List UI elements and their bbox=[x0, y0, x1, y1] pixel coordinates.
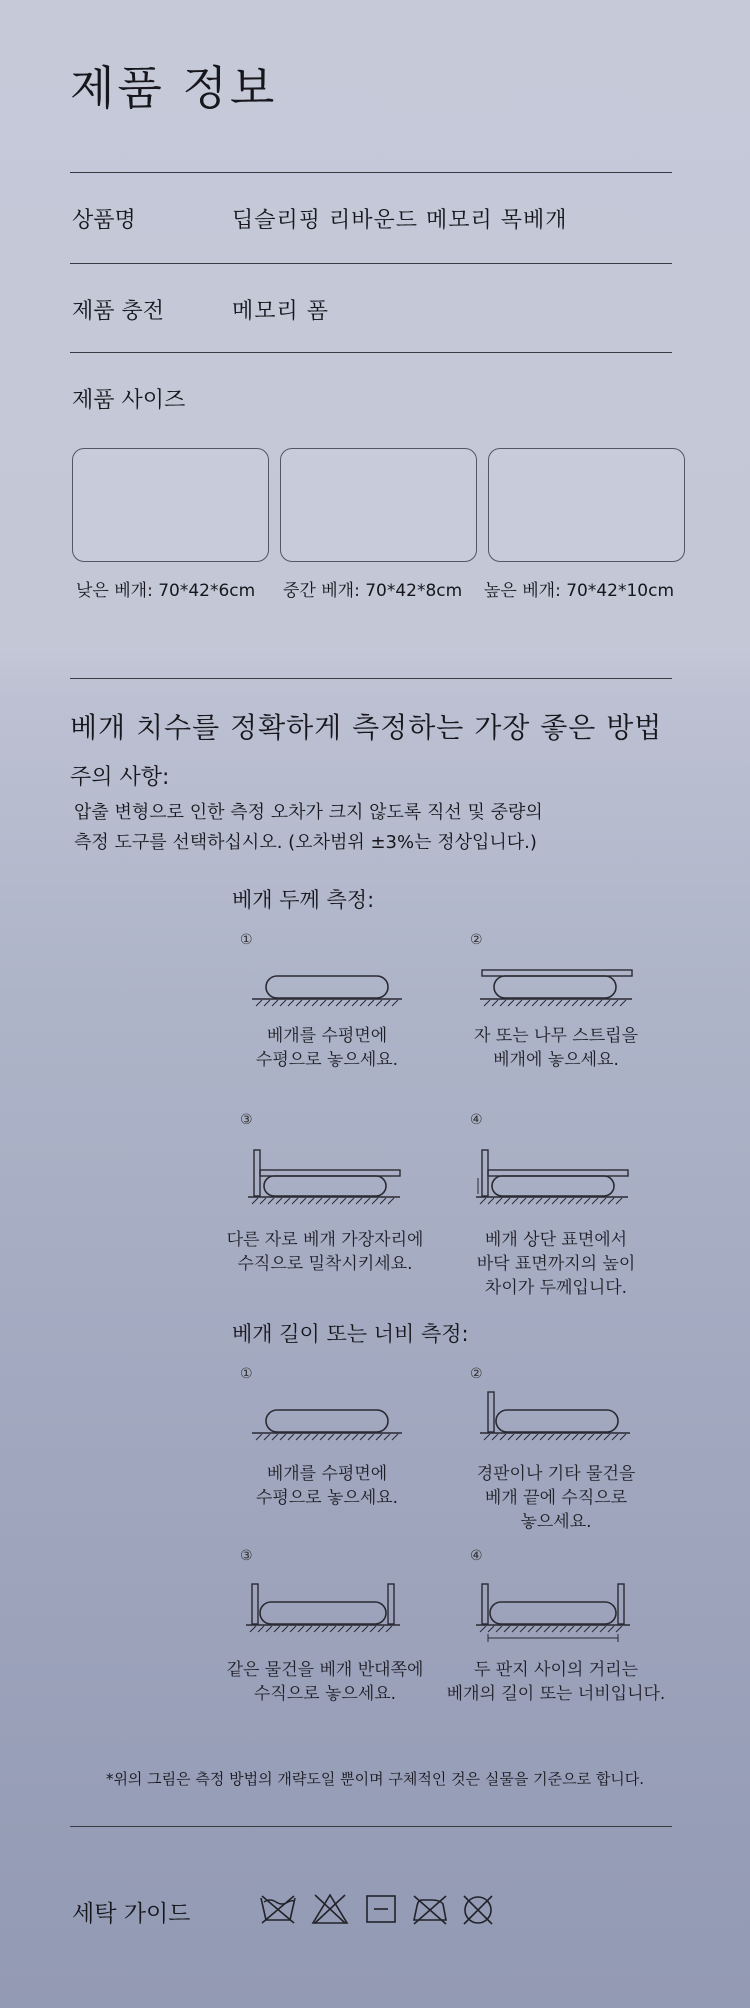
caption-line: 자 또는 나무 스트립을 bbox=[473, 1026, 638, 1046]
divider bbox=[70, 352, 672, 353]
wash-guide-label: 세탁 가이드 bbox=[72, 1901, 191, 1927]
footnote: *위의 그림은 측정 방법의 개략도일 뿐이며 구체적인 것은 실물을 기준으로 합니다. bbox=[105, 1770, 645, 1788]
pillow-flat-diagram bbox=[252, 972, 402, 1012]
page-title: 제품 정보 bbox=[70, 61, 278, 115]
pillow-two-boards-diagram bbox=[246, 1582, 406, 1638]
pillow-height-diagram bbox=[476, 1148, 636, 1212]
caption-line: 베개를 수평면에 bbox=[266, 1026, 388, 1046]
caption-line: 두 판지 사이의 거리는 bbox=[473, 1660, 638, 1680]
caption-line: 차이가 두께입니다. bbox=[484, 1278, 628, 1298]
filling-label: 제품 충전 bbox=[72, 299, 165, 324]
pillow-ruler-edge-diagram bbox=[248, 1148, 408, 1212]
divider bbox=[70, 678, 672, 679]
size-caption-high: 높은 베개: 70*42*10cm bbox=[484, 581, 675, 601]
size-caption-mid: 중간 베개: 70*42*8cm bbox=[283, 581, 463, 601]
step-number: ③ bbox=[240, 1548, 253, 1564]
caption-line: 베개에 놓으세요. bbox=[493, 1050, 619, 1070]
caption-line: 수평으로 놓으세요. bbox=[255, 1488, 399, 1508]
no-bleach-icon bbox=[310, 1892, 350, 1926]
product-name-label: 상품명 bbox=[72, 208, 136, 233]
thickness-title: 베개 두께 측정: bbox=[232, 888, 375, 912]
no-iron-icon bbox=[410, 1892, 450, 1926]
caption-line: 베개 끝에 수직으로 bbox=[484, 1488, 628, 1508]
step-number: ② bbox=[470, 1366, 483, 1382]
divider bbox=[70, 172, 672, 173]
filling-value: 메모리 폼 bbox=[232, 299, 330, 324]
no-tumble-dry-icon bbox=[364, 1892, 398, 1926]
caption-line: 수직으로 밀착시키세요. bbox=[237, 1254, 413, 1274]
no-wash-icon bbox=[258, 1892, 298, 1926]
step-caption bbox=[207, 1462, 447, 1510]
step-caption bbox=[200, 1228, 450, 1276]
length-title: 베개 길이 또는 너비 측정: bbox=[232, 1322, 469, 1346]
caption-line: 경판이나 기타 물건을 bbox=[476, 1464, 636, 1484]
caption-line: 베개를 수평면에 bbox=[266, 1464, 388, 1484]
pillow-board-end-diagram bbox=[480, 1390, 640, 1446]
pillow-distance-diagram bbox=[476, 1582, 636, 1648]
size-caption-low: 낮은 베개: 70*42*6cm bbox=[76, 581, 256, 601]
caption-line: 바닥 표면까지의 높이 bbox=[476, 1254, 636, 1274]
caption-line: 같은 물건을 베개 반대쪽에 bbox=[226, 1660, 424, 1680]
size-image-low bbox=[72, 448, 269, 562]
step-caption bbox=[207, 1024, 447, 1072]
divider bbox=[70, 1826, 672, 1827]
step-caption bbox=[436, 1462, 676, 1534]
size-image-mid bbox=[280, 448, 477, 562]
caption-line: 수평으로 놓으세요. bbox=[255, 1050, 399, 1070]
step-number: ④ bbox=[470, 1548, 483, 1564]
step-number: ② bbox=[470, 932, 483, 948]
caption-line: 베개 상단 표면에서 bbox=[484, 1230, 628, 1250]
step-number: ③ bbox=[240, 1112, 253, 1128]
divider bbox=[70, 263, 672, 264]
size-image-high bbox=[488, 448, 685, 562]
note-body bbox=[74, 798, 674, 858]
step-number: ① bbox=[240, 932, 253, 948]
step-caption bbox=[200, 1658, 450, 1706]
pillow-ruler-diagram bbox=[480, 964, 640, 1014]
step-caption bbox=[436, 1228, 676, 1300]
measure-heading: 베개 치수를 정확하게 측정하는 가장 좋은 방법 bbox=[70, 711, 663, 744]
pillow-flat-diagram bbox=[252, 1406, 402, 1446]
caption-line: 수직으로 놓으세요. bbox=[253, 1684, 397, 1704]
product-name-value: 딥슬리핑 리바운드 메모리 목베개 bbox=[232, 208, 568, 233]
step-number: ④ bbox=[470, 1112, 483, 1128]
note-line: 측정 도구를 선택하십시오. (오차범위 ±3%는 정상입니다.) bbox=[74, 832, 537, 853]
caption-line: 놓으세요. bbox=[520, 1512, 592, 1532]
step-number: ① bbox=[240, 1366, 253, 1382]
caption-line: 베개의 길이 또는 너비입니다. bbox=[446, 1684, 666, 1704]
note-title: 주의 사항: bbox=[70, 765, 170, 790]
step-caption bbox=[436, 1658, 676, 1706]
caption-line: 다른 자로 베개 가장자리에 bbox=[226, 1230, 424, 1250]
size-label: 제품 사이즈 bbox=[72, 388, 186, 413]
note-line: 압출 변형으로 인한 측정 오차가 크지 않도록 직선 및 중량의 bbox=[74, 802, 543, 823]
no-dry-clean-icon bbox=[460, 1892, 496, 1928]
step-caption bbox=[436, 1024, 676, 1072]
